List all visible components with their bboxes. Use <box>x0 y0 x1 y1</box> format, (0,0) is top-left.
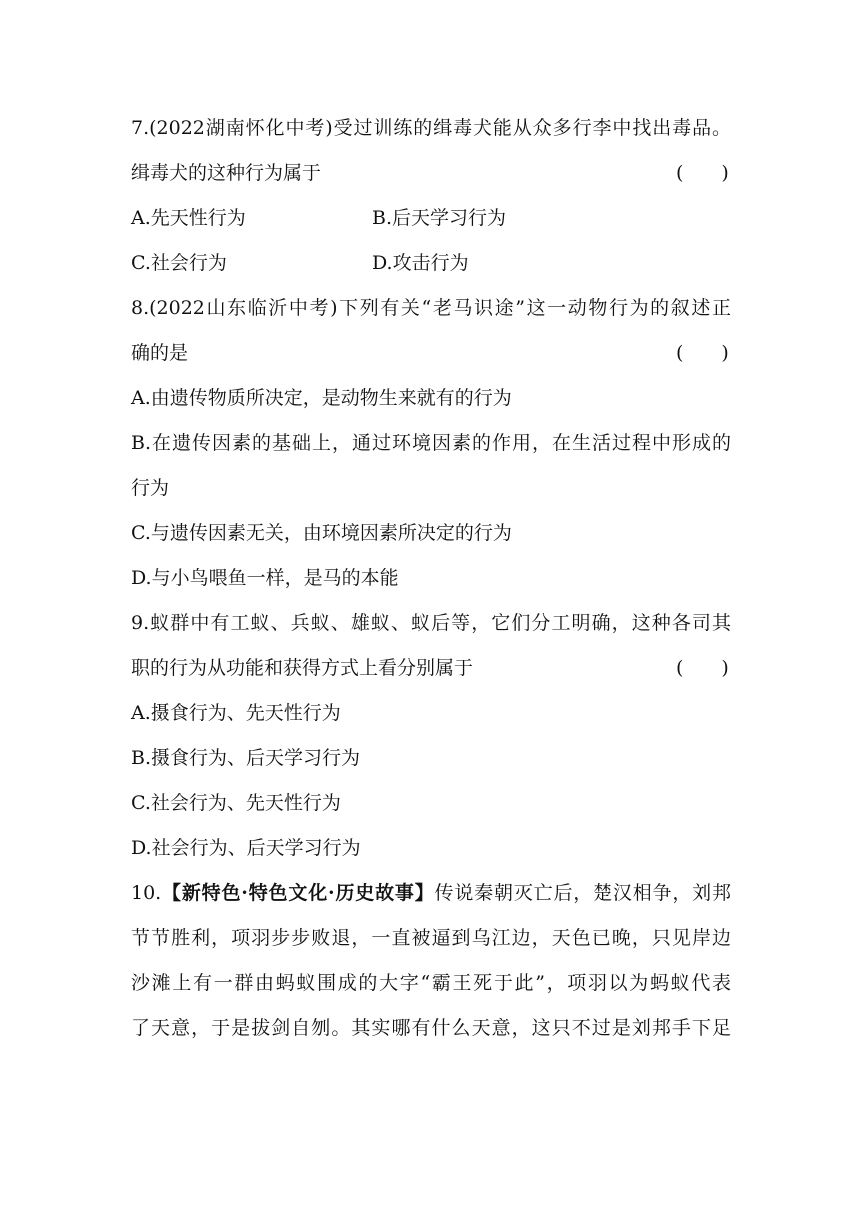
question-7-option-b: B.后天学习行为 <box>372 207 507 229</box>
question-8-option-d: D.与小鸟喂鱼一样，是马的本能 <box>131 567 399 589</box>
question-9-option-b: B.摄食行为、后天学习行为 <box>131 747 361 769</box>
question-10-stem-line-4: 了天意，于是拔剑自刎。其实哪有什么天意，这只不过是刘邦手下足 <box>131 1017 731 1039</box>
question-7-option-d: D.攻击行为 <box>372 252 469 274</box>
question-7-option-c: C.社会行为 <box>131 252 227 274</box>
question-7-answer-blank: ( ) <box>676 162 729 184</box>
question-8-answer-blank: ( ) <box>676 342 729 364</box>
question-8-stem-line-1: 8.(2022山东临沂中考)下列有关“老马识途”这一动物行为的叙述正 <box>131 297 731 319</box>
question-10-stem-line-1 <box>131 879 731 907</box>
question-9-stem-line-1: 9.蚁群中有工蚁、兵蚁、雄蚁、蚁后等，它们分工明确，这种各司其 <box>131 612 731 634</box>
question-8-option-c: C.与遗传因素无关，由环境因素所决定的行为 <box>131 522 512 544</box>
question-9-stem-line-2: 职的行为从功能和获得方式上看分别属于 <box>131 657 474 679</box>
question-9-option-d: D.社会行为、后天学习行为 <box>131 837 361 859</box>
question-10-feature-tag: 【新特色·特色文化·历史故事】 <box>161 882 435 904</box>
question-9-answer-blank: ( ) <box>676 657 729 679</box>
question-8-stem-line-2: 确的是 <box>131 342 189 364</box>
question-10-stem-text: 传说秦朝灭亡后，楚汉相争，刘邦 <box>434 882 731 904</box>
question-7-stem-line-2: 缉毒犬的这种行为属于 <box>131 162 322 184</box>
question-8-option-b-line-2: 行为 <box>131 477 170 499</box>
question-8-option-b-line-1: B.在遗传因素的基础上，通过环境因素的作用，在生活过程中形成的 <box>131 432 731 454</box>
question-10-stem-line-2: 节节胜利，项羽步步败退，一直被逼到乌江边，天色已晚，只见岸边 <box>131 927 731 949</box>
question-7-stem-line-1: 7.(2022湖南怀化中考)受过训练的缉毒犬能从众多行李中找出毒品。 <box>131 117 731 139</box>
question-10-stem-line-3: 沙滩上有一群由蚂蚁围成的大字“霸王死于此”，项羽以为蚂蚁代表 <box>131 972 731 994</box>
question-9-option-a: A.摄食行为、先天性行为 <box>131 702 341 724</box>
question-8-option-a: A.由遗传物质所决定，是动物生来就有的行为 <box>131 387 512 409</box>
question-10-number: 10. <box>131 882 162 904</box>
question-7-option-a: A.先天性行为 <box>131 207 246 229</box>
question-9-option-c: C.社会行为、先天性行为 <box>131 792 341 814</box>
